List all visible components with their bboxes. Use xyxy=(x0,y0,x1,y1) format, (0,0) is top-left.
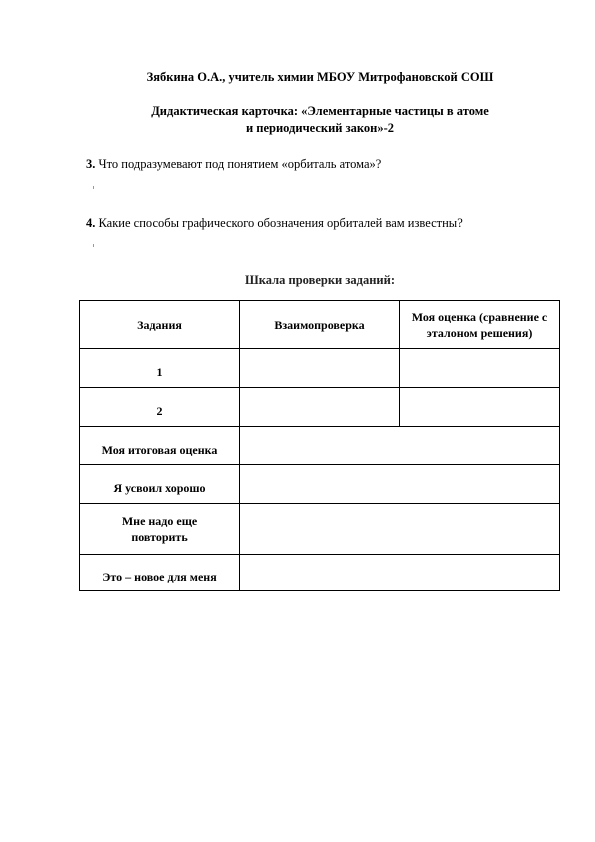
question-3-text: Что подразумевают под понятием «орбиталь атома»? xyxy=(98,157,382,171)
answer-3-cursor-mark xyxy=(93,186,94,189)
task-number-cell: 2 xyxy=(80,388,240,427)
answer-4-cursor-mark xyxy=(93,244,94,247)
table-row xyxy=(80,504,560,555)
check-scale-table xyxy=(79,300,560,591)
author-line: Зябкина О.А., учитель химии МБОУ Митрофановской СОШ xyxy=(146,70,494,84)
question-4-text: Какие способы графического обозначения орбиталей вам известны? xyxy=(98,216,463,230)
header-cell-self-assessment: Моя оценка (сравнение с эталоном решения) xyxy=(400,301,560,349)
summary-answer-cell[interactable] xyxy=(240,427,560,465)
peer-review-cell[interactable] xyxy=(240,388,400,427)
self-assessment-cell[interactable] xyxy=(400,388,560,427)
question-3-number: 3. xyxy=(86,157,96,171)
table-row xyxy=(80,349,560,388)
table-row xyxy=(80,427,560,465)
question-4-number: 4. xyxy=(86,216,96,230)
summary-label-learned-well: Я усвоил хорошо xyxy=(80,465,240,504)
scale-title: Шкала проверки заданий: xyxy=(245,273,395,287)
card-title-line-2: и периодический закон»-2 xyxy=(245,121,395,135)
header-cell-peer-review: Взаимопроверка xyxy=(240,301,400,349)
summary-label-need-review: Мне надо еще повторить xyxy=(80,504,240,555)
table-row xyxy=(80,555,560,591)
task-number-cell: 1 xyxy=(80,349,240,388)
table-header-row xyxy=(80,301,560,349)
card-title-line-1: Дидактическая карточка: «Элементарные частицы в атоме xyxy=(151,104,489,118)
table-row xyxy=(80,388,560,427)
self-assessment-cell[interactable] xyxy=(400,349,560,388)
summary-answer-cell[interactable] xyxy=(240,465,560,504)
peer-review-cell[interactable] xyxy=(240,349,400,388)
question-3 xyxy=(86,156,381,172)
summary-answer-cell[interactable] xyxy=(240,504,560,555)
question-4 xyxy=(86,215,463,231)
summary-label-new-for-me: Это – новое для меня xyxy=(80,555,240,591)
header-cell-tasks: Задания xyxy=(80,301,240,349)
table-row xyxy=(80,465,560,504)
summary-answer-cell[interactable] xyxy=(240,555,560,591)
summary-label-final-grade: Моя итоговая оценка xyxy=(80,427,240,465)
card-title xyxy=(0,103,595,137)
